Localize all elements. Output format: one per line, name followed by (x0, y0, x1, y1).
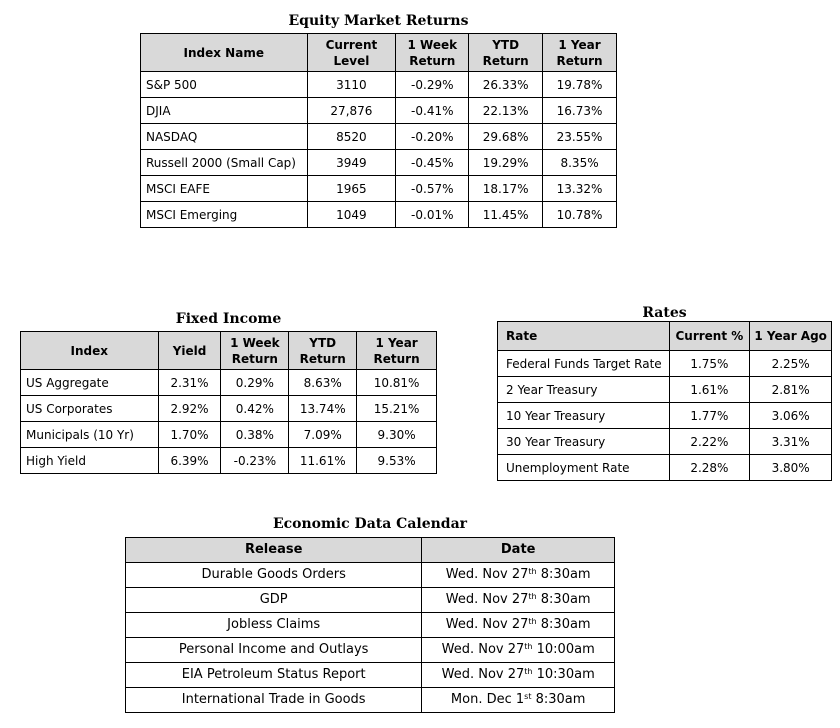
table-cell: -0.23% (221, 448, 289, 474)
table-cell: 2.25% (750, 351, 832, 377)
table-cell: -0.45% (396, 150, 469, 176)
column-header: Index Name (141, 34, 308, 72)
date-time: 10:30am (532, 667, 595, 682)
table-cell: -0.57% (396, 176, 469, 202)
column-header: Rate (498, 322, 670, 351)
date-time: 8:30am (536, 617, 591, 632)
row-label: US Aggregate (21, 370, 159, 396)
column-header: Release (126, 538, 422, 563)
date-ordinal: st (524, 692, 532, 701)
column-header: 1 Week Return (396, 34, 469, 72)
column-header: 1 Year Return (543, 34, 617, 72)
row-label: 30 Year Treasury (498, 429, 670, 455)
rates-rows (498, 351, 832, 481)
table-row (126, 613, 615, 638)
calendar-table (125, 537, 615, 713)
date-cell (422, 663, 615, 688)
table-cell: 8.35% (543, 150, 617, 176)
table-row (498, 455, 832, 481)
column-header: Current Level (307, 34, 396, 72)
table-cell: 22.13% (469, 98, 543, 124)
table-row (141, 72, 617, 98)
date-ordinal: th (524, 642, 533, 651)
table-cell: 1965 (307, 176, 396, 202)
equity-header-row (141, 34, 617, 72)
table-cell: 13.74% (289, 396, 357, 422)
column-header: 1 Week Return (221, 332, 289, 370)
row-label: MSCI Emerging (141, 202, 308, 228)
table-cell: 2.22% (669, 429, 750, 455)
column-header: YTD Return (469, 34, 543, 72)
rates-title: Rates (642, 305, 687, 321)
row-label: Federal Funds Target Rate (498, 351, 670, 377)
table-row (141, 124, 617, 150)
calendar-header-row (126, 538, 615, 563)
table-cell: 11.45% (469, 202, 543, 228)
row-label: S&P 500 (141, 72, 308, 98)
date-time: 8:30am (531, 692, 586, 707)
table-row (498, 403, 832, 429)
date-time: 10:00am (532, 642, 595, 657)
equity-table (140, 33, 617, 228)
table-row (498, 377, 832, 403)
table-cell: 11.61% (289, 448, 357, 474)
table-cell: -0.20% (396, 124, 469, 150)
equity-rows (141, 72, 617, 228)
table-row (126, 638, 615, 663)
table-row (21, 448, 437, 474)
release-cell: Personal Income and Outlays (126, 638, 422, 663)
rates-table (497, 321, 832, 481)
date-ordinal: th (528, 592, 537, 601)
table-cell: -0.01% (396, 202, 469, 228)
column-header: Current % (669, 322, 750, 351)
column-header: YTD Return (289, 332, 357, 370)
fixed-income-title: Fixed Income (175, 311, 282, 327)
date-time: 8:30am (536, 567, 591, 582)
table-cell: 1.70% (158, 422, 221, 448)
date-time: 8:30am (536, 592, 591, 607)
table-row (21, 422, 437, 448)
column-header: 1 Year Ago (750, 322, 832, 351)
column-header: Index (21, 332, 159, 370)
table-cell: 23.55% (543, 124, 617, 150)
table-cell: 2.31% (158, 370, 221, 396)
table-cell: 6.39% (158, 448, 221, 474)
date-text: Wed. Nov 27 (441, 667, 525, 682)
calendar-rows (126, 563, 615, 713)
table-cell: 9.53% (357, 448, 437, 474)
release-cell: EIA Petroleum Status Report (126, 663, 422, 688)
fixed-income-header-row (21, 332, 437, 370)
table-cell: 26.33% (469, 72, 543, 98)
table-row (141, 176, 617, 202)
table-cell: 19.29% (469, 150, 543, 176)
row-label: US Corporates (21, 396, 159, 422)
date-text: Wed. Nov 27 (441, 642, 525, 657)
date-text: Mon. Dec 1 (450, 692, 525, 707)
table-cell: 19.78% (543, 72, 617, 98)
row-label: MSCI EAFE (141, 176, 308, 202)
row-label: Unemployment Rate (498, 455, 670, 481)
fixed-income-rows (21, 370, 437, 474)
table-cell: 9.30% (357, 422, 437, 448)
date-ordinal: th (524, 667, 533, 676)
column-header: Date (422, 538, 615, 563)
row-label: Russell 2000 (Small Cap) (141, 150, 308, 176)
table-cell: 0.29% (221, 370, 289, 396)
table-cell: 15.21% (357, 396, 437, 422)
table-cell: 2.28% (669, 455, 750, 481)
date-ordinal: th (528, 617, 537, 626)
date-ordinal: th (528, 567, 537, 576)
table-cell: 3.06% (750, 403, 832, 429)
column-header: Yield (158, 332, 221, 370)
date-text: Wed. Nov 27 (445, 592, 529, 607)
rates-header-row (498, 322, 832, 351)
table-row (21, 370, 437, 396)
row-label: DJIA (141, 98, 308, 124)
date-cell (422, 638, 615, 663)
date-cell (422, 588, 615, 613)
table-cell: -0.29% (396, 72, 469, 98)
date-text: Wed. Nov 27 (445, 617, 529, 632)
table-cell: 0.38% (221, 422, 289, 448)
table-row (126, 688, 615, 713)
table-cell: 29.68% (469, 124, 543, 150)
table-cell: 10.78% (543, 202, 617, 228)
column-header: 1 Year Return (357, 332, 437, 370)
table-cell: 13.32% (543, 176, 617, 202)
equity-title: Equity Market Returns (288, 13, 469, 29)
table-cell: -0.41% (396, 98, 469, 124)
table-cell: 18.17% (469, 176, 543, 202)
fixed-income-table (20, 331, 437, 474)
table-cell: 27,876 (307, 98, 396, 124)
table-cell: 8.63% (289, 370, 357, 396)
date-text: Wed. Nov 27 (445, 567, 529, 582)
date-cell (422, 563, 615, 588)
table-cell: 1049 (307, 202, 396, 228)
table-cell: 8520 (307, 124, 396, 150)
table-cell: 0.42% (221, 396, 289, 422)
table-cell: 3110 (307, 72, 396, 98)
row-label: 10 Year Treasury (498, 403, 670, 429)
table-cell: 2.92% (158, 396, 221, 422)
table-cell: 3949 (307, 150, 396, 176)
table-row (21, 396, 437, 422)
table-row (126, 663, 615, 688)
table-row (126, 588, 615, 613)
table-row (498, 429, 832, 455)
table-row (141, 150, 617, 176)
table-row (141, 98, 617, 124)
table-cell: 10.81% (357, 370, 437, 396)
table-cell: 2.81% (750, 377, 832, 403)
table-cell: 3.31% (750, 429, 832, 455)
release-cell: GDP (126, 588, 422, 613)
date-cell (422, 613, 615, 638)
table-row (141, 202, 617, 228)
table-cell: 1.77% (669, 403, 750, 429)
row-label: High Yield (21, 448, 159, 474)
table-row (126, 563, 615, 588)
table-cell: 1.75% (669, 351, 750, 377)
table-cell: 7.09% (289, 422, 357, 448)
table-cell: 3.80% (750, 455, 832, 481)
row-label: 2 Year Treasury (498, 377, 670, 403)
table-row (498, 351, 832, 377)
date-cell (422, 688, 615, 713)
row-label: Municipals (10 Yr) (21, 422, 159, 448)
table-cell: 1.61% (669, 377, 750, 403)
calendar-title: Economic Data Calendar (272, 516, 468, 532)
release-cell: International Trade in Goods (126, 688, 422, 713)
release-cell: Jobless Claims (126, 613, 422, 638)
table-cell: 16.73% (543, 98, 617, 124)
row-label: NASDAQ (141, 124, 308, 150)
release-cell: Durable Goods Orders (126, 563, 422, 588)
